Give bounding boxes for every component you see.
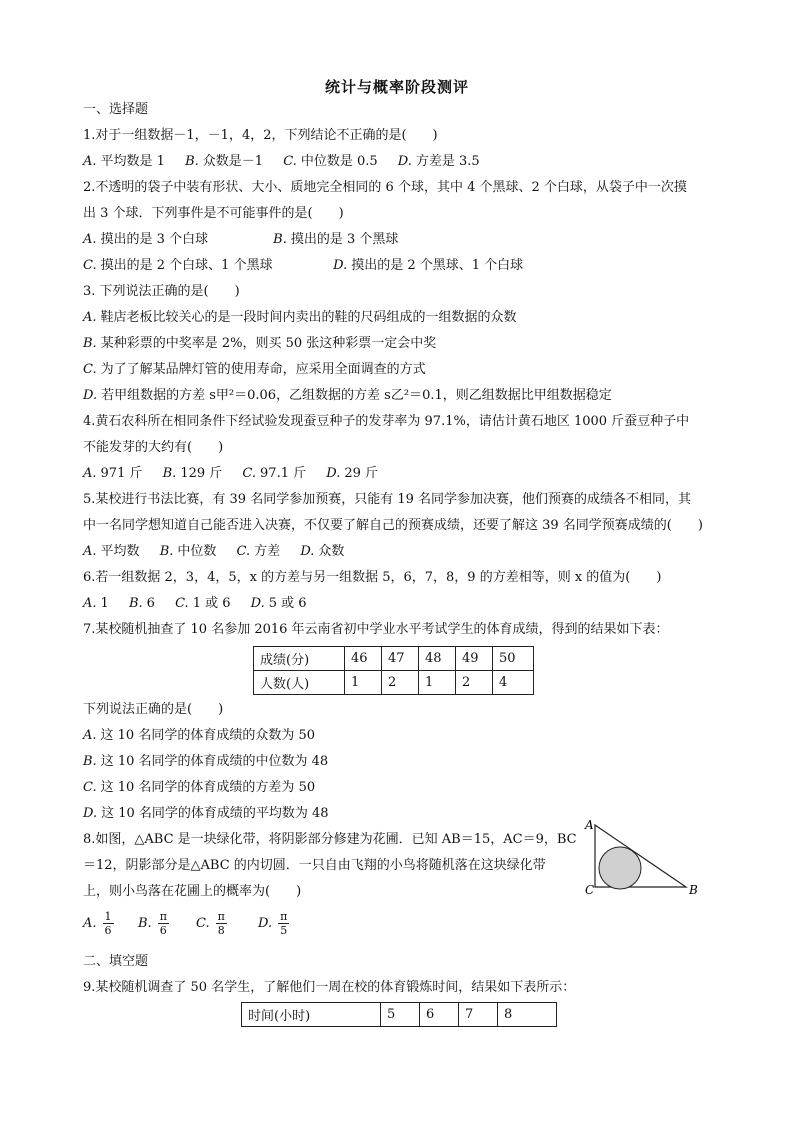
score-table (253, 646, 534, 695)
vertex-label-c: C (585, 883, 595, 897)
table-cell: 2 (456, 671, 493, 695)
table-cell: 48 (419, 647, 456, 671)
section-heading-choice: 一、选择题 (83, 102, 149, 117)
option-c: C. 方差 (236, 544, 281, 559)
time-table (241, 1002, 557, 1027)
question-7-stem: 7.某校随机抽查了 10 名参加 2016 年云南省初中学业水平考试学生的体育成绩，得到的结果如下表： (83, 622, 669, 637)
option-b: B. 众数是－1 (185, 154, 264, 169)
question-4-stem-line-1: 4.黄石农科所在相同条件下经试验发现蚕豆种子的发芽率为 97.1%，请估计黄石地区 1000 斤蚕豆种子中 (83, 414, 690, 429)
option-a: A. 摸出的是 3 个白球 (83, 232, 209, 247)
option-a: A. 平均数 (83, 544, 140, 559)
question-3-option-a: A. 鞋店老板比较关心的是一段时间内卖出的鞋的尺码组成的一组数据的众数 (83, 310, 517, 325)
question-3-stem: 3. 下列说法正确的是( ) (83, 284, 240, 299)
question-9-stem: 9.某校随机调查了 50 名学生，了解他们一周在校的体育锻炼时间，结果如下表所示： (83, 980, 576, 995)
question-7-option-c: C. 这 10 名同学的体育成绩的方差为 50 (83, 780, 316, 795)
table-row (254, 647, 534, 671)
option-c: C. 中位数是 0.5 (283, 154, 378, 169)
vertex-label-a: A (585, 818, 594, 832)
option-d: D. 摸出的是 2 个黑球、1 个白球 (333, 258, 524, 273)
option-d: D. 方差是 3.5 (397, 154, 480, 169)
table-cell: 成绩(分) (254, 647, 345, 671)
question-7-option-a: A. 这 10 名同学的体育成绩的众数为 50 (83, 728, 316, 743)
option-c: C. 97.1 斤 (242, 466, 307, 481)
option-b: B. 6 (128, 596, 155, 611)
table-cell: 1 (419, 671, 456, 695)
question-7-option-b: B. 这 10 名同学的体育成绩的中位数为 48 (83, 754, 329, 769)
option-d: D. 29 斤 (326, 466, 379, 481)
option-b: B. 129 斤 (162, 466, 223, 481)
option-c: C. 1 或 6 (175, 596, 231, 611)
question-8-stem-line-3: 上，则小鸟落在花圃上的概率为( ) (83, 884, 302, 899)
table-cell: 2 (382, 671, 419, 695)
question-2-options-row-1 (83, 230, 414, 250)
question-6-stem: 6.若一组数据 2，3，4，5，x 的方差与另一组数据 5，6，7，8，9 的方差相等，则 x 的值为( ) (83, 570, 662, 585)
table-cell: 49 (456, 647, 493, 671)
question-5-options (83, 542, 360, 562)
question-3-option-d: D. 若甲组数据的方差 s甲²＝0.06，乙组数据的方差 s乙²＝0.1，则乙组数据比甲组数据稳定 (83, 388, 612, 403)
question-7-prompt: 下列说法正确的是( ) (83, 702, 224, 717)
question-4-options (83, 464, 394, 484)
table-cell: 7 (459, 1003, 498, 1027)
option-d: D. 5 或 6 (250, 596, 307, 611)
question-5-stem-line-1: 5.某校进行书法比赛，有 39 名同学参加预赛，只能有 19 名同学参加决赛，他们预赛的成绩各不相同，其 (83, 492, 692, 507)
option-a: A. 平均数是 1 (83, 154, 165, 169)
page-title: 统计与概率阶段测评 (324, 78, 469, 96)
question-2-stem-line-2: 出 3 个球．下列事件是不可能事件的是( ) (83, 206, 344, 221)
table-row (242, 1003, 557, 1027)
table-cell: 46 (345, 647, 382, 671)
question-1-options (83, 152, 496, 172)
question-4-stem-line-2: 不能发芽的大约有( ) (83, 440, 224, 455)
question-5-stem-line-2: 中一名同学想知道自己能否进入决赛，不仅要了解自己的预赛成绩，还要了解这 39 名同学预赛成绩的( ) (83, 518, 703, 533)
question-3-option-b: B. 某种彩票的中奖率是 2%，则买 50 张这种彩票一定会中奖 (83, 336, 437, 351)
option-b: B. 摸出的是 3 个黑球 (273, 232, 399, 247)
option-b: B. 中位数 (159, 544, 217, 559)
question-8-option-b: B. $\frac{\pi}{6}$ (138, 910, 167, 937)
table-cell: 50 (493, 647, 534, 671)
question-7-option-d: D. 这 10 名同学的体育成绩的平均数为 48 (83, 806, 329, 821)
question-3-option-c: C. 为了了解某品牌灯管的使用寿命，应采用全面调查的方式 (83, 362, 426, 377)
question-8-option-a: A. $\frac{1}{6}$ (83, 910, 112, 937)
option-a: A. 1 (83, 596, 109, 611)
question-8-option-c: C. $\frac{\pi}{8}$ (196, 910, 225, 937)
table-cell: 6 (420, 1003, 459, 1027)
option-a: A. 971 斤 (83, 466, 143, 481)
triangle-figure (583, 815, 703, 897)
section-heading-fill: 二、填空题 (83, 954, 149, 969)
question-8-stem-line-2: ＝12，阴影部分是△ABC 的内切圆．一只自由飞翔的小鸟将随机落在这块绿化带 (83, 858, 546, 873)
incircle-shaded (599, 847, 641, 889)
vertex-label-b: B (689, 883, 698, 897)
option-c: C. 摸出的是 2 个白球、1 个黑球 (83, 258, 273, 273)
question-8-option-d: D. $\frac{\pi}{5}$ (258, 910, 288, 937)
question-8-stem-line-1: 8.如图，△ABC 是一块绿化带，将阴影部分修建为花圃．已知 AB＝15，AC＝9，BC (83, 832, 577, 847)
table-cell: 1 (345, 671, 382, 695)
question-2-options-row-2 (83, 256, 539, 276)
question-1-stem: 1.对于一组数据－1，－1，4，2，下列结论不正确的是( ) (83, 128, 438, 143)
question-2-stem-line-1: 2.不透明的袋子中装有形状、大小、质地完全相同的 6 个球，其中 4 个黑球、2 个白球，从袋子中一次摸 (83, 180, 687, 195)
table-cell: 时间(小时) (242, 1003, 381, 1027)
table-cell: 8 (498, 1003, 557, 1027)
table-cell: 47 (382, 647, 419, 671)
table-cell: 4 (493, 671, 534, 695)
option-d: D. 众数 (300, 544, 345, 559)
question-6-options (83, 594, 323, 614)
table-row (254, 671, 534, 695)
table-cell: 5 (381, 1003, 420, 1027)
table-cell: 人数(人) (254, 671, 345, 695)
